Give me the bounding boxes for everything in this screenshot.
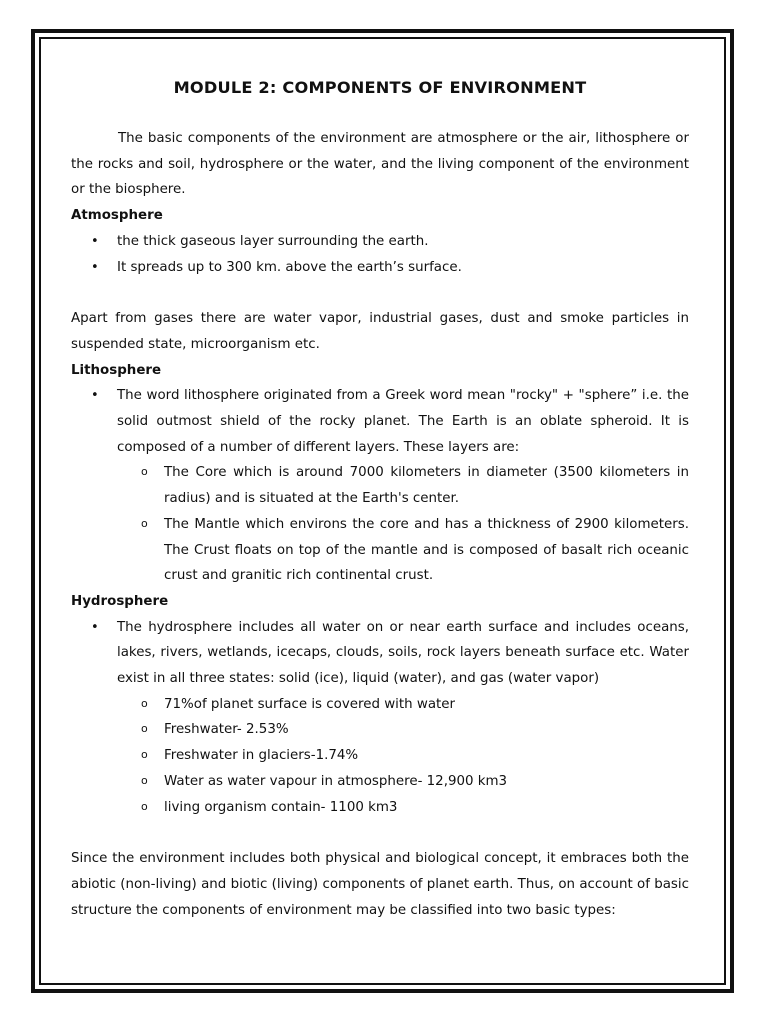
lithosphere-heading: Lithosphere xyxy=(71,362,162,378)
sub-bullet-icon: o xyxy=(141,773,148,787)
sub-list-item: o living organism contain- 1100 km3 xyxy=(71,795,689,821)
list-item: • It spreads up to 300 km. above the earth’s surface. xyxy=(71,255,689,281)
list-item: • The hydrosphere includes all water on or near earth surface and includes oceans, lakes, rivers, wetlands, icecaps, clouds, soils, rock layers beneath surface etc. Water exist in all three states: solid (ice), liquid (water), and gas (water vapor) o 71%of planet surface is covered with water o Freshwater- 2.53% o Freshwater in glaciers-1.74% o Water as water vapour in atmosphere- 12,900 km3 o living organism contain- 1100 km3 xyxy=(71,615,689,821)
sub-list-item: o The Core which is around 7000 kilometers in diameter (3500 kilometers in radius) and is situated at the Earth's center. xyxy=(71,460,689,511)
sub-list-item: o The Mantle which environs the core and has a thickness of 2900 kilometers. The Crust floats on top of the mantle and is composed of basalt rich oceanic crust and granitic rich continental crust. xyxy=(71,512,689,589)
hydrosphere-list xyxy=(71,615,689,821)
bullet-icon: • xyxy=(91,233,99,249)
closing-paragraph: Since the environment includes both physical and biological concept, it embraces both the abiotic (non-living) and biotic (living) components of planet earth. Thus, on account of basic structure the components of environment may be classified into two basic types: xyxy=(71,851,689,918)
lithosphere-sublist xyxy=(117,460,689,589)
sub-bullet-icon: o xyxy=(141,722,148,736)
list-item: • the thick gaseous layer surrounding the earth. xyxy=(71,229,689,255)
sub-list-item: o Freshwater in glaciers-1.74% xyxy=(71,743,689,769)
sub-bullet-icon: o xyxy=(141,696,148,710)
hydrosphere-sublist xyxy=(117,692,689,821)
atmosphere-paragraph: Apart from gases there are water vapor, industrial gases, dust and smoke particles in suspended state, microorganism etc. xyxy=(71,311,689,352)
atmosphere-heading: Atmosphere xyxy=(71,208,163,224)
atmosphere-list xyxy=(71,229,689,280)
document-body xyxy=(71,74,689,923)
hydrosphere-heading: Hydrosphere xyxy=(71,593,169,609)
sub-bullet-icon: o xyxy=(141,465,148,479)
sub-bullet-icon: o xyxy=(141,516,148,530)
lithosphere-list xyxy=(71,383,689,589)
bullet-icon: • xyxy=(91,259,99,275)
page-title: MODULE 2: COMPONENTS OF ENVIRONMENT xyxy=(173,78,587,97)
bullet-icon: • xyxy=(91,619,99,635)
sub-bullet-icon: o xyxy=(141,799,148,813)
intro-paragraph: The basic components of the environment are atmosphere or the air, lithosphere or the rocks and soil, hydrosphere or the water, and the living component of the environment or the biosphere. xyxy=(71,131,689,198)
sub-bullet-icon: o xyxy=(141,748,148,762)
sub-list-item: o 71%of planet surface is covered with water xyxy=(71,692,689,718)
sub-list-item: o Freshwater- 2.53% xyxy=(71,717,689,743)
bullet-icon: • xyxy=(91,388,99,404)
list-item: • The word lithosphere originated from a Greek word mean "rocky" + "sphere” i.e. the solid outmost shield of the rocky planet. The Earth is an oblate spheroid. It is composed of a number of different layers. These layers are: o The Core which is around 7000 kilometers in diameter (3500 kilometers in radius) and is situated at the Earth's center. o The Mantle which environs the core and has a thickness of 2900 kilometers. The Crust floats on top of the mantle and is composed of basalt rich oceanic crust and granitic rich continental crust. xyxy=(71,383,689,589)
sub-list-item: o Water as water vapour in atmosphere- 12,900 km3 xyxy=(71,769,689,795)
